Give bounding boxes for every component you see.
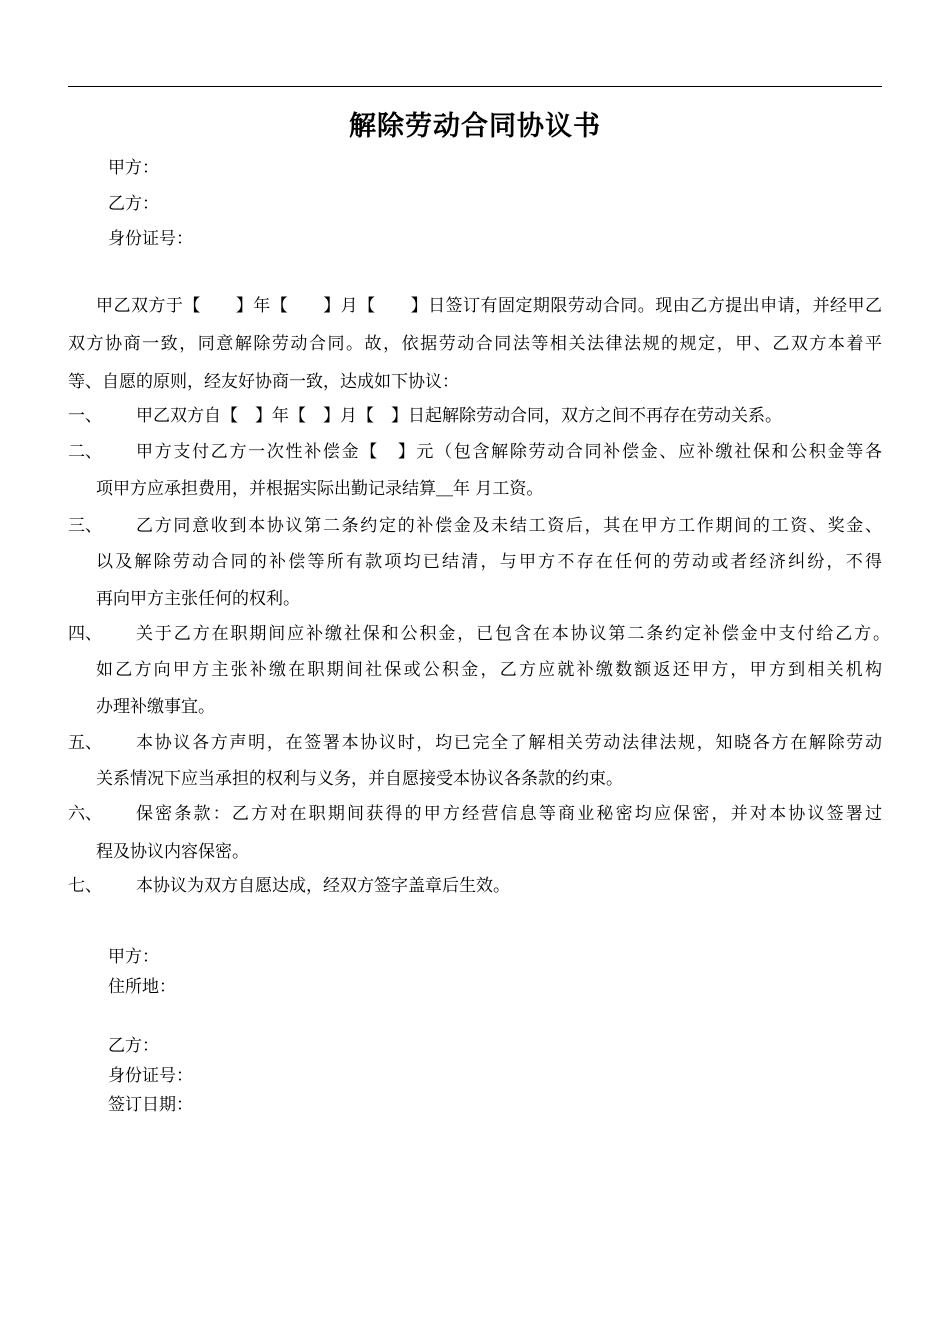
id-number-label: 身份证号： xyxy=(108,229,193,249)
clause-text: 程及协议内容保密。 xyxy=(96,842,249,862)
sign-party-b-label: 乙方： xyxy=(108,1036,159,1056)
sign-id-number-label: 身份证号： xyxy=(108,1066,193,1086)
clause-text: 关系情况下应当承担的权利与义务，并自愿接受本协议各条款的约束。 xyxy=(96,769,623,789)
clause-number: 七、 xyxy=(68,876,102,896)
party-b-label: 乙方： xyxy=(108,194,159,214)
intro-line-3: 等、自愿的原则，经友好协商一致，达成如下协议： xyxy=(68,372,459,392)
document-title: 解除劳动合同协议书 xyxy=(349,111,601,142)
clause-text: 保密条款：乙方对在职期间获得的甲方经营信息等商业秘密均应保密，并对本协议签署过 xyxy=(136,804,882,824)
clause-text: 乙方同意收到本协议第二条约定的补偿金及未结工资后，其在甲方工作期间的工资、奖金、 xyxy=(136,516,882,536)
intro-line-1: 甲乙双方于【 】年【 】月【 】日签订有固定期限劳动合同。现由乙方提出申请，并经甲乙 xyxy=(96,296,882,316)
clause-number: 二、 xyxy=(68,442,102,462)
clause-number: 三、 xyxy=(68,516,102,536)
clause-text: 再向甲方主张任何的权利。 xyxy=(96,589,300,609)
header-rule xyxy=(68,86,882,87)
clause-text: 如乙方向甲方主张补缴在职期间社保或公积金，乙方应就补缴数额返还甲方，甲方到相关机构 xyxy=(96,660,882,680)
clause-number: 一、 xyxy=(68,406,102,426)
party-a-label: 甲方： xyxy=(108,158,159,178)
clause-text: 办理补缴事宜。 xyxy=(96,697,215,717)
clause-number: 五、 xyxy=(68,733,102,753)
sign-party-a-label: 甲方： xyxy=(108,947,159,967)
clause-text: 本协议各方声明，在签署本协议时，均已完全了解相关劳动法律法规，知晓各方在解除劳动 xyxy=(136,733,882,753)
clause-text: 本协议为双方自愿达成，经双方签字盖章后生效。 xyxy=(136,876,510,896)
sign-address-label: 住所地： xyxy=(108,977,176,997)
clause-text: 甲方支付乙方一次性补偿金【 】元（包含解除劳动合同补偿金、应补缴社保和公积金等各 xyxy=(136,442,882,462)
clause-text: 关于乙方在职期间应补缴社保和公积金，已包含在本协议第二条约定补偿金中支付给乙方。 xyxy=(136,624,890,644)
clause-number: 四、 xyxy=(68,624,102,644)
sign-date-label: 签订日期： xyxy=(108,1095,193,1115)
clause-text: 以及解除劳动合同的补偿等所有款项均已结清，与甲方不存在任何的劳动或者经济纠纷，不得 xyxy=(96,552,882,572)
clause-text: 项甲方应承担费用，并根据实际出勤记录结算＿年 月工资。 xyxy=(96,479,544,499)
clause-number: 六、 xyxy=(68,804,102,824)
clause-text: 甲乙双方自【 】年【 】月【 】日起解除劳动合同，双方之间不再存在劳动关系。 xyxy=(136,406,782,426)
intro-line-2: 双方协商一致，同意解除劳动合同。故，依据劳动合同法等相关法律法规的规定，甲、乙双方本着平 xyxy=(68,334,882,354)
